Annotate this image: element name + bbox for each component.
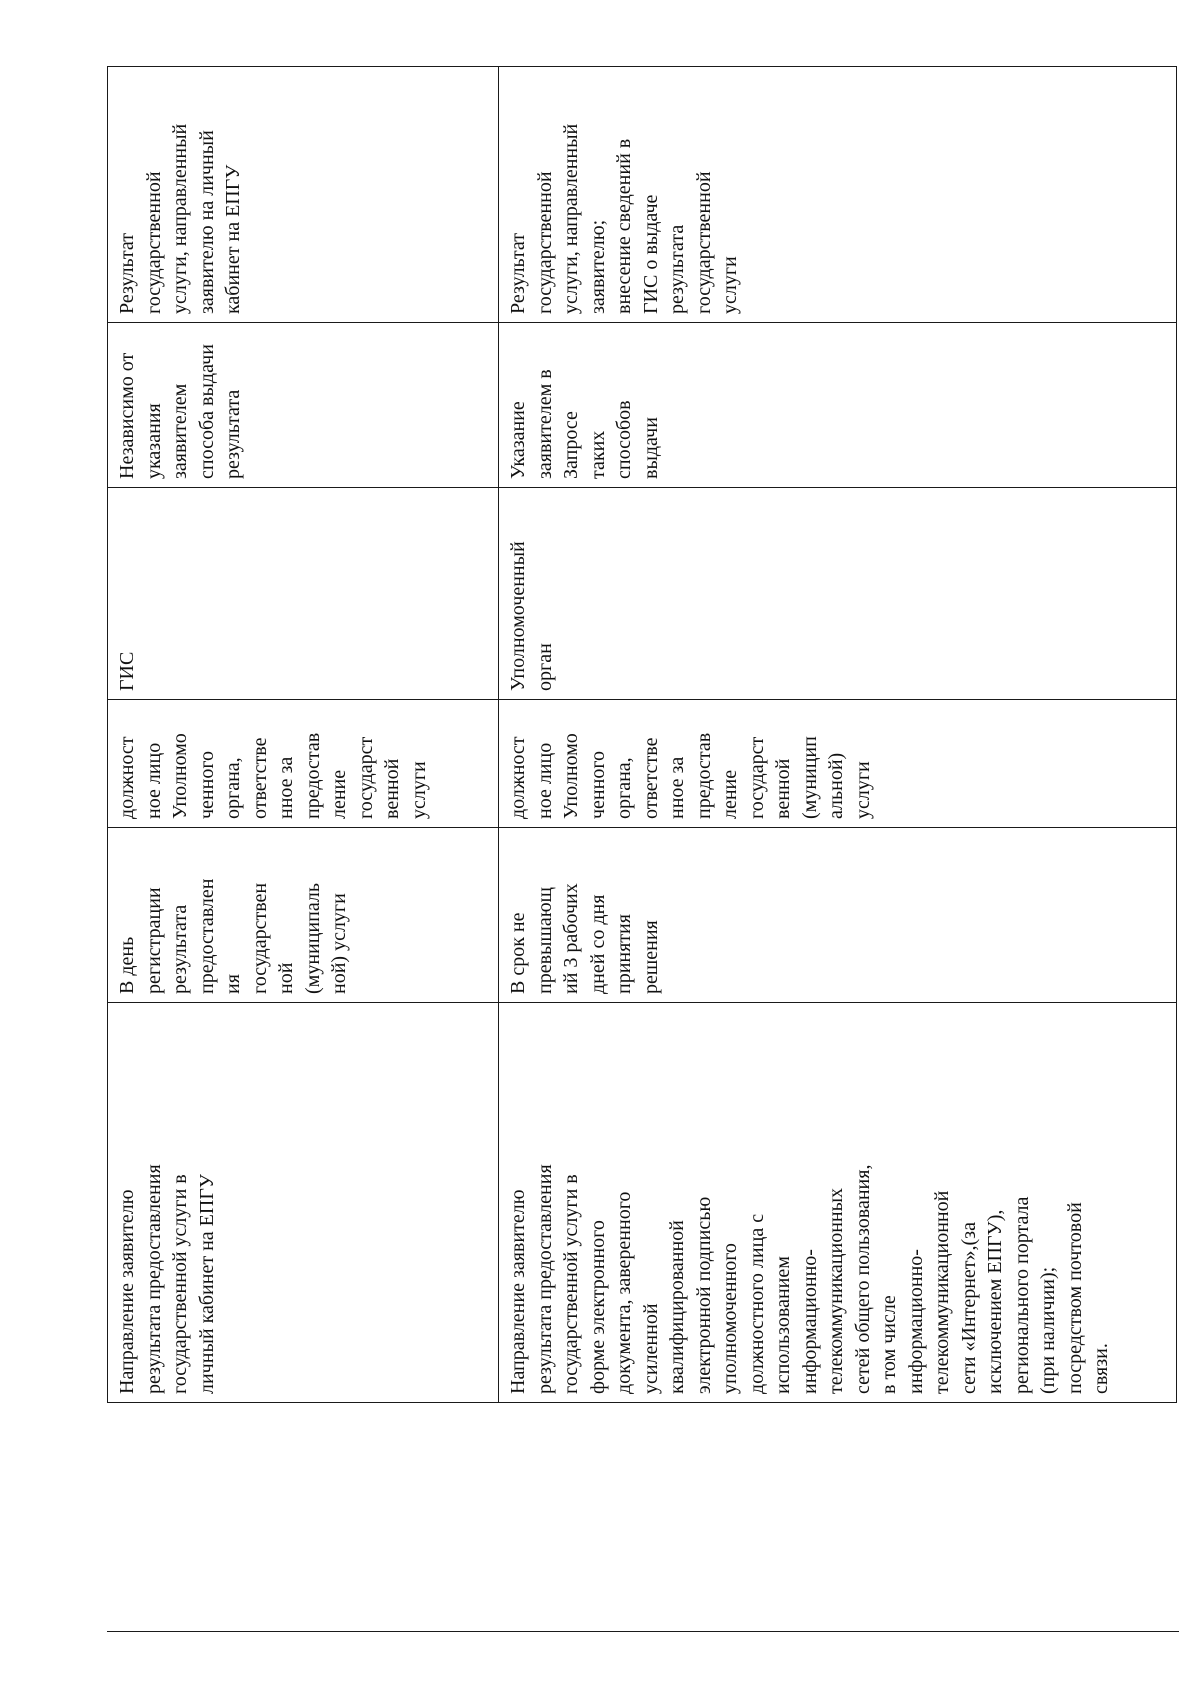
table-cell-deadline: В срок не превышающ ий 3 рабочих дней со дня принятия решения: [499, 828, 1177, 1003]
procedure-table: [107, 66, 1177, 1403]
table-row: [108, 67, 499, 1403]
table-cell-deadline: В день регистрации результата предоставлен ия государствен ной (муниципаль ной) услуги: [108, 828, 499, 1003]
table-cell-criteria: Указание заявителем в Запросе таких способов выдачи: [499, 323, 1177, 488]
table-cell-result: Результат государственной услуги, направленный заявителю; внесение сведений в ГИС о выдаче результата государственной услуги: [499, 67, 1177, 323]
table-cell-responsible: должност ное лицо Уполномо ченного органа, ответстве нное за предостав ление государст венной (муницип альной) услуги: [499, 700, 1177, 828]
table-cell-criteria: Независимо от указания заявителем способа выдачи результата: [108, 323, 499, 488]
table-row: [499, 67, 1177, 1403]
table-cell-result: Результат государственной услуги, направленный заявителю на личный кабинет на ЕПГУ: [108, 67, 499, 323]
table-cell-responsible: должност ное лицо Уполномо ченного органа, ответстве нное за предостав ление государст венной услуги: [108, 700, 499, 828]
rotated-table-container: [107, 67, 1176, 1403]
footer-divider: [107, 1631, 1179, 1632]
table-cell-place: ГИС: [108, 488, 499, 700]
table-cell-place: Уполномоченный орган: [499, 488, 1177, 700]
table-cell-action: Направление заявителю результата предоставления государственной услуги в личный кабинет на ЕПГУ: [108, 1003, 499, 1403]
table-cell-action: Направление заявителю результата предоставления государственной услуги в форме электронного документа, заверенного усиленной квалифицированной электронной подписью уполномоченного должностного лица с использованием информационно- телекоммуникационных сетей общего пользования, в том числе информационно- телекоммуникационной сети «Интернет»,(за исключением ЕПГУ), регионального портала (при наличии); посредством почтовой связи.: [499, 1003, 1177, 1403]
